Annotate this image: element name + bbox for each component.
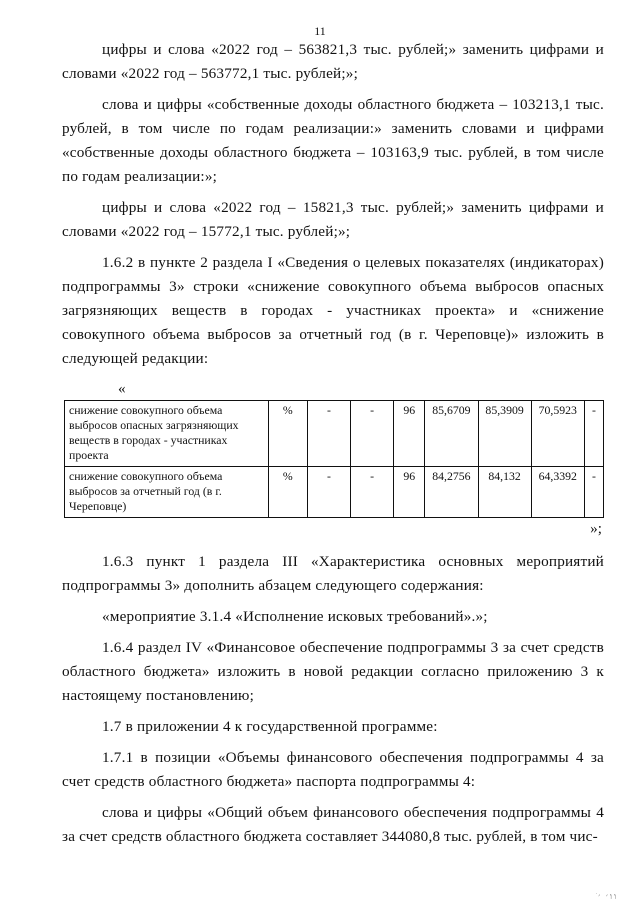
table-cell: -	[307, 467, 350, 518]
document-body	[62, 38, 604, 856]
indicators-table	[64, 400, 604, 518]
table-cell: -	[351, 467, 394, 518]
table-cell-unit: %	[268, 467, 307, 518]
table-cell-label: снижение совокупного объема выбросов за отчетный год (в г. Череповце)	[65, 467, 269, 518]
table-cell-unit: %	[268, 401, 307, 467]
table-row	[65, 401, 604, 467]
opening-quote-mark: «	[118, 380, 126, 397]
table-cell-label: снижение совокупного объема выбросов опасных загрязняющих веществ в городах - участниках проекта	[65, 401, 269, 467]
table-cell: 96	[394, 467, 425, 518]
paragraph: слова и цифры «Общий объем финансового обеспечения подпрограммы 4 за счет средств областного бюджета составляет 344080,8 тыс. рублей, в том чис-	[62, 804, 604, 845]
paragraph: 1.6.2 в пункте 2 раздела I «Сведения о целевых показателях (индикаторах) подпрограммы 3» строки «снижение совокупного объема выбросов опасных загрязняющих веществ в городах - участниках проекта» и «снижение совокупного объема выбросов за отчетный год (в г. Череповце)» изложить в следующей редакции:	[62, 254, 604, 367]
table-cell: -	[584, 401, 603, 467]
table-cell: 85,3909	[478, 401, 531, 467]
table-cell: 84,2756	[425, 467, 478, 518]
paragraph: цифры и слова «2022 год – 563821,3 тыс. рублей;» заменить цифрами и словами «2022 год – 563772,1 тыс. рублей;»;	[62, 41, 604, 82]
closing-quote-mark: »;	[590, 520, 602, 537]
paragraph: «мероприятие 3.1.4 «Исполнение исковых требований».»;	[102, 608, 488, 625]
paragraph: 1.6.4 раздел IV «Финансовое обеспечение подпрограммы 3 за счет средств областного бюджета» изложить в новой редакции согласно приложению 3 к настоящему постановлению;	[62, 639, 604, 704]
paragraph: цифры и слова «2022 год – 15821,3 тыс. рублей;» заменить цифрами и словами «2022 год – 15772,1 тыс. рублей;»;	[62, 199, 604, 240]
table-cell: -	[584, 467, 603, 518]
footer-scan-mark: ׁוו׳ ׳	[596, 892, 618, 901]
paragraph: 1.6.3 пункт 1 раздела III «Характеристика основных мероприятий подпрограммы 3» дополнить абзацем следующего содержания:	[62, 553, 604, 594]
table-cell: -	[351, 401, 394, 467]
table-row	[65, 467, 604, 518]
page-number: 11	[314, 24, 326, 38]
paragraph: слова и цифры «собственные доходы областного бюджета – 103213,1 тыс. рублей, в том числе по годам реализации:» заменить словами и цифрами «собственные доходы областного бюджета – 103163,9 тыс. рублей, в том числе по годам реализации:»;	[62, 96, 604, 185]
paragraph: 1.7.1 в позиции «Объемы финансового обеспечения подпрограммы 4 за счет средств областного бюджета» паспорта подпрограммы 4:	[62, 749, 604, 790]
table-cell: 70,5923	[531, 401, 584, 467]
table-cell: 84,132	[478, 467, 531, 518]
table-cell: 64,3392	[531, 467, 584, 518]
table-cell: 96	[394, 401, 425, 467]
paragraph: 1.7 в приложении 4 к государственной программе:	[102, 718, 438, 735]
table-cell: -	[307, 401, 350, 467]
table-cell: 85,6709	[425, 401, 478, 467]
